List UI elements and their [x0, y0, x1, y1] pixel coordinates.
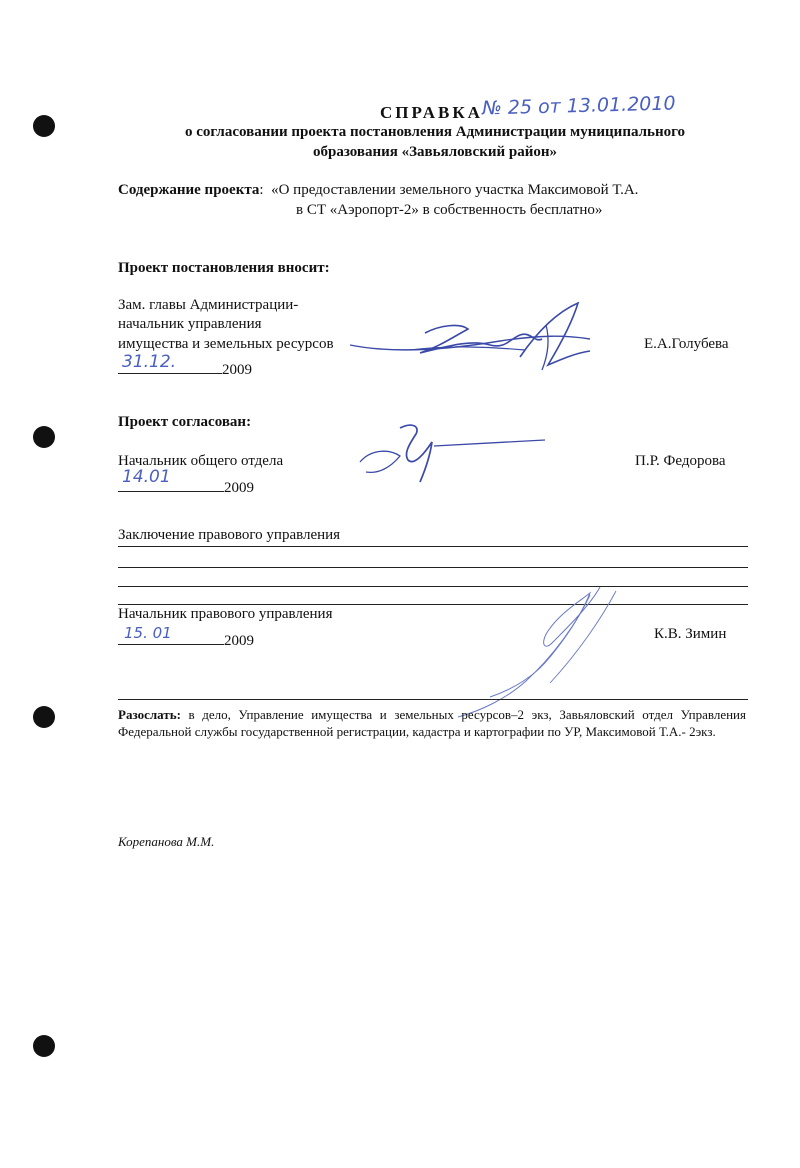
submitter-position-line2: начальник управления — [118, 316, 262, 332]
conclusion-line — [118, 546, 748, 547]
legal-year: 2009 — [224, 633, 254, 649]
distribution-label: Разослать: — [118, 707, 181, 722]
approval-signature — [360, 420, 560, 490]
approval-date-handwritten: 14.01 — [122, 467, 171, 487]
submitter-year: 2009 — [222, 362, 252, 378]
approval-date — [118, 467, 254, 497]
handwritten-number: № 25 от 13.01.2010 — [481, 92, 676, 120]
document-subtitle-line1: о согласовании проекта постановления Администрации муниципального — [184, 124, 686, 140]
approval-year: 2009 — [224, 480, 254, 496]
legal-conclusion-label: Заключение правового управления — [118, 527, 341, 543]
legal-signature — [440, 585, 630, 725]
distribution — [118, 706, 746, 740]
date-blank — [118, 467, 224, 492]
punch-hole — [33, 426, 55, 448]
submitter-position-line3: имущества и земельных ресурсов — [118, 336, 334, 352]
legal-date — [118, 626, 254, 650]
submitter-date-handwritten: 31.12. — [122, 352, 177, 372]
submitter-heading: Проект постановления вносит: — [118, 260, 330, 276]
document-subtitle-line2: образования «Завьяловский район» — [312, 144, 557, 160]
approval-position: Начальник общего отдела — [118, 453, 284, 469]
project-text-line2: в СТ «Аэропорт-2» в собственность бесплатно» — [296, 202, 603, 218]
punch-hole — [33, 706, 55, 728]
approval-heading: Проект согласован: — [118, 414, 252, 430]
project-content — [118, 182, 638, 199]
legal-date-handwritten: 15. 01 — [124, 624, 172, 642]
project-label: Содержание проекта — [118, 182, 260, 198]
submitter-signature — [350, 295, 610, 385]
conclusion-line — [118, 567, 748, 568]
conclusion-line — [118, 604, 748, 605]
submitter-date — [118, 352, 252, 379]
submitter-name: Е.А.Голубева — [644, 336, 729, 352]
distribution-line — [118, 699, 748, 700]
legal-position: Начальник правового управления — [118, 606, 333, 622]
project-colon: : — [259, 182, 264, 198]
date-blank — [118, 626, 224, 645]
punch-hole — [33, 1035, 55, 1057]
legal-name: К.В. Зимин — [654, 626, 727, 642]
project-text-line1: «О предоставлении земельного участка Максимовой Т.А. — [271, 182, 639, 198]
punch-hole — [33, 115, 55, 137]
submitter-position-line1: Зам. главы Администрации- — [118, 297, 299, 313]
distribution-text: в дело, Управление имущества и земельных ресурсов–2 экз, Завьяловский отдел Управления Федеральной службы государственной регистрации, кадастра и картографии по УР, Максимовой Т.А.- 2экз. — [118, 707, 746, 739]
date-blank — [118, 352, 222, 374]
document-title: СПРАВКА — [380, 103, 483, 122]
conclusion-line — [118, 586, 748, 587]
approval-name: П.Р. Федорова — [635, 453, 726, 469]
author-name: Корепанова М.М. — [118, 834, 215, 849]
